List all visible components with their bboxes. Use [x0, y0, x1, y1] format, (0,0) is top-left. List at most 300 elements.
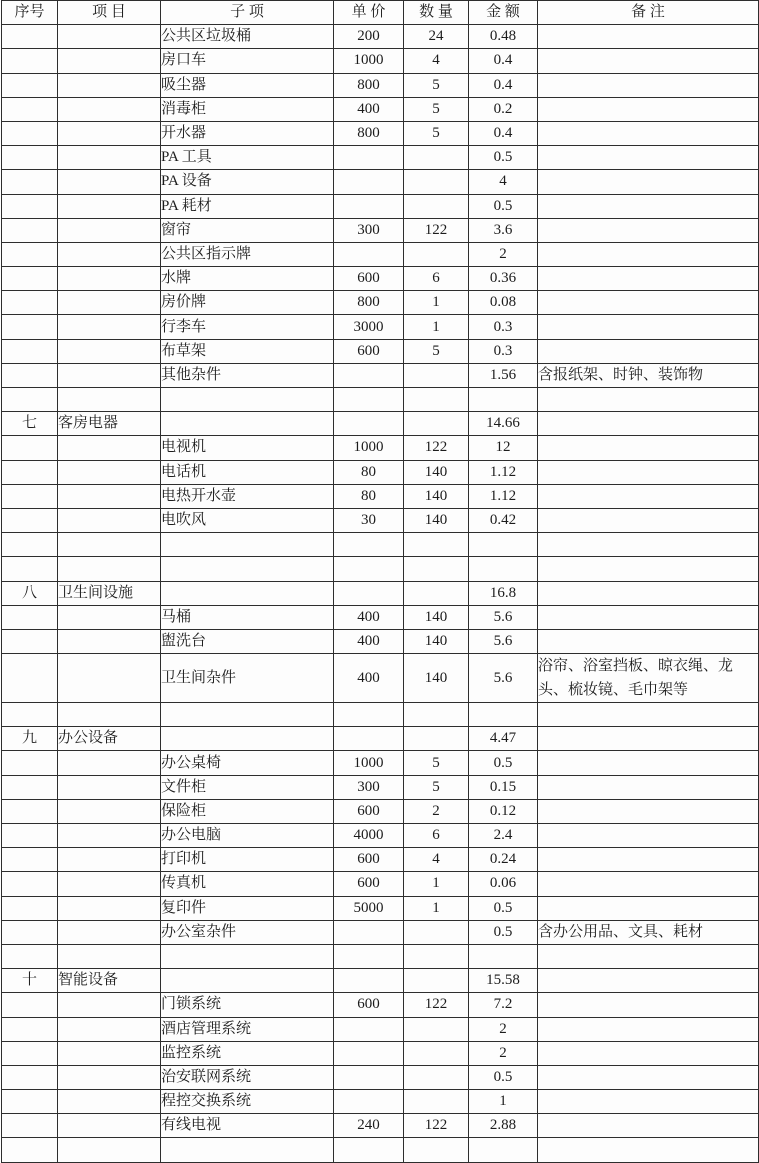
cell-item — [58, 944, 161, 968]
table-row — [2, 146, 759, 170]
cell-unit-price — [334, 557, 404, 581]
cell-no — [2, 629, 58, 653]
table-row — [2, 1114, 759, 1138]
cell-remarks — [538, 267, 759, 291]
cell-no — [2, 605, 58, 629]
cell-amount: 1.12 — [469, 484, 538, 508]
cell-remarks — [538, 170, 759, 194]
cell-amount: 1.56 — [469, 363, 538, 387]
table-row — [2, 969, 759, 993]
cell-item — [58, 557, 161, 581]
cell-quantity: 5 — [404, 97, 469, 121]
cell-remarks — [538, 1017, 759, 1041]
cell-subitem: PA 耗材 — [161, 194, 334, 218]
cell-subitem: 行李车 — [161, 315, 334, 339]
cell-quantity: 4 — [404, 848, 469, 872]
cell-item — [58, 388, 161, 412]
cell-item — [58, 218, 161, 242]
cell-item — [58, 97, 161, 121]
cell-quantity — [404, 1090, 469, 1114]
table-row — [2, 363, 759, 387]
cell-unit-price: 30 — [334, 508, 404, 532]
table-row — [2, 654, 759, 703]
cell-no — [2, 654, 58, 703]
cell-remarks: 浴帘、浴室挡板、晾衣绳、龙头、梳妆镜、毛巾架等 — [538, 654, 759, 703]
cell-remarks — [538, 1114, 759, 1138]
col-header-quantity: 数 量 — [404, 1, 469, 25]
table-row — [2, 484, 759, 508]
table-row — [2, 242, 759, 266]
cell-remarks — [538, 629, 759, 653]
cell-amount: 15.58 — [469, 969, 538, 993]
cell-item — [58, 121, 161, 145]
cell-quantity — [404, 703, 469, 727]
cell-no: 七 — [2, 412, 58, 436]
cell-remarks — [538, 436, 759, 460]
cell-item — [58, 315, 161, 339]
cell-quantity — [404, 969, 469, 993]
cell-remarks — [538, 993, 759, 1017]
cell-subitem: 有线电视 — [161, 1114, 334, 1138]
cell-amount: 4 — [469, 170, 538, 194]
cell-amount: 0.06 — [469, 872, 538, 896]
cell-remarks — [538, 944, 759, 968]
cell-no — [2, 1090, 58, 1114]
cell-unit-price: 1000 — [334, 436, 404, 460]
table-row — [2, 703, 759, 727]
cell-subitem: 房口车 — [161, 49, 334, 73]
cell-item: 卫生间设施 — [58, 581, 161, 605]
table-row — [2, 1017, 759, 1041]
cell-subitem — [161, 533, 334, 557]
cell-quantity — [404, 363, 469, 387]
cell-quantity — [404, 557, 469, 581]
cell-remarks — [538, 242, 759, 266]
cell-amount: 1 — [469, 1090, 538, 1114]
cell-no: 十 — [2, 969, 58, 993]
cell-item — [58, 291, 161, 315]
table-row — [2, 605, 759, 629]
cell-unit-price: 600 — [334, 993, 404, 1017]
table-row — [2, 73, 759, 97]
cell-item — [58, 363, 161, 387]
cell-quantity — [404, 1041, 469, 1065]
cell-amount: 0.5 — [469, 146, 538, 170]
cell-quantity: 5 — [404, 339, 469, 363]
cell-remarks — [538, 121, 759, 145]
cell-amount: 0.4 — [469, 49, 538, 73]
col-header-no: 序号 — [2, 1, 58, 25]
cell-amount: 7.2 — [469, 993, 538, 1017]
cell-remarks — [538, 605, 759, 629]
cell-amount: 2 — [469, 1017, 538, 1041]
cell-quantity — [404, 533, 469, 557]
table-row — [2, 896, 759, 920]
cell-subitem: 办公桌椅 — [161, 751, 334, 775]
cell-no — [2, 339, 58, 363]
cell-item — [58, 703, 161, 727]
cell-no — [2, 484, 58, 508]
cell-remarks — [538, 775, 759, 799]
cell-remarks — [538, 49, 759, 73]
cell-unit-price: 300 — [334, 218, 404, 242]
cell-remarks — [538, 969, 759, 993]
cell-remarks — [538, 872, 759, 896]
cell-unit-price: 800 — [334, 291, 404, 315]
table-row — [2, 533, 759, 557]
table-row — [2, 727, 759, 751]
table-row — [2, 1090, 759, 1114]
cell-amount: 0.3 — [469, 315, 538, 339]
table-row — [2, 218, 759, 242]
cell-unit-price — [334, 194, 404, 218]
budget-table — [1, 0, 759, 1163]
cell-quantity — [404, 1017, 469, 1041]
cell-quantity — [404, 170, 469, 194]
cell-subitem: 盥洗台 — [161, 629, 334, 653]
cell-subitem: PA 设备 — [161, 170, 334, 194]
cell-unit-price: 5000 — [334, 896, 404, 920]
cell-quantity — [404, 1138, 469, 1162]
cell-quantity — [404, 242, 469, 266]
cell-subitem — [161, 581, 334, 605]
cell-subitem: 文件柜 — [161, 775, 334, 799]
cell-item — [58, 73, 161, 97]
cell-subitem: 治安联网系统 — [161, 1065, 334, 1089]
cell-amount: 2 — [469, 1041, 538, 1065]
table-row — [2, 436, 759, 460]
cell-subitem — [161, 388, 334, 412]
cell-subitem: 保险柜 — [161, 799, 334, 823]
cell-quantity: 122 — [404, 218, 469, 242]
cell-remarks — [538, 194, 759, 218]
cell-unit-price — [334, 388, 404, 412]
cell-no — [2, 194, 58, 218]
cell-subitem: 窗帘 — [161, 218, 334, 242]
cell-subitem: 程控交换系统 — [161, 1090, 334, 1114]
cell-unit-price: 600 — [334, 872, 404, 896]
cell-quantity: 122 — [404, 436, 469, 460]
cell-remarks — [538, 146, 759, 170]
cell-no: 九 — [2, 727, 58, 751]
cell-subitem — [161, 1138, 334, 1162]
cell-quantity: 140 — [404, 654, 469, 703]
cell-amount: 0.08 — [469, 291, 538, 315]
cell-unit-price: 400 — [334, 605, 404, 629]
cell-quantity: 2 — [404, 799, 469, 823]
cell-subitem: 布草架 — [161, 339, 334, 363]
cell-no — [2, 267, 58, 291]
cell-amount: 0.48 — [469, 25, 538, 49]
cell-quantity: 5 — [404, 775, 469, 799]
table-row — [2, 872, 759, 896]
cell-amount: 0.3 — [469, 339, 538, 363]
table-row — [2, 194, 759, 218]
cell-no — [2, 799, 58, 823]
table-row — [2, 291, 759, 315]
cell-remarks — [538, 315, 759, 339]
cell-amount — [469, 533, 538, 557]
cell-subitem: 消毒柜 — [161, 97, 334, 121]
table-row — [2, 267, 759, 291]
cell-amount: 1.12 — [469, 460, 538, 484]
cell-no — [2, 363, 58, 387]
col-header-subitem: 子 项 — [161, 1, 334, 25]
cell-remarks — [538, 896, 759, 920]
cell-subitem: 门锁系统 — [161, 993, 334, 1017]
cell-remarks — [538, 727, 759, 751]
cell-remarks — [538, 1138, 759, 1162]
cell-amount: 4.47 — [469, 727, 538, 751]
cell-item: 办公设备 — [58, 727, 161, 751]
cell-no — [2, 557, 58, 581]
cell-item: 智能设备 — [58, 969, 161, 993]
cell-no — [2, 291, 58, 315]
table-row — [2, 751, 759, 775]
cell-item — [58, 484, 161, 508]
cell-subitem: 公共区垃圾桶 — [161, 25, 334, 49]
cell-no — [2, 920, 58, 944]
cell-item — [58, 1138, 161, 1162]
cell-unit-price — [334, 581, 404, 605]
cell-remarks: 含办公用品、文具、耗材 — [538, 920, 759, 944]
cell-unit-price: 400 — [334, 654, 404, 703]
cell-item — [58, 1041, 161, 1065]
cell-subitem: 房价牌 — [161, 291, 334, 315]
cell-no — [2, 170, 58, 194]
cell-amount: 0.5 — [469, 194, 538, 218]
cell-amount: 0.15 — [469, 775, 538, 799]
cell-subitem — [161, 727, 334, 751]
cell-unit-price — [334, 1041, 404, 1065]
cell-item — [58, 848, 161, 872]
table-row — [2, 1065, 759, 1089]
cell-unit-price — [334, 146, 404, 170]
cell-no — [2, 775, 58, 799]
cell-quantity: 5 — [404, 73, 469, 97]
cell-no — [2, 218, 58, 242]
cell-quantity: 140 — [404, 629, 469, 653]
cell-quantity: 1 — [404, 315, 469, 339]
table-row — [2, 775, 759, 799]
table-header-row — [2, 1, 759, 25]
cell-unit-price: 300 — [334, 775, 404, 799]
cell-remarks — [538, 508, 759, 532]
cell-amount: 0.42 — [469, 508, 538, 532]
cell-item — [58, 993, 161, 1017]
cell-subitem: 监控系统 — [161, 1041, 334, 1065]
cell-unit-price: 80 — [334, 460, 404, 484]
cell-subitem: 复印件 — [161, 896, 334, 920]
cell-subitem — [161, 969, 334, 993]
cell-no — [2, 73, 58, 97]
cell-no — [2, 1017, 58, 1041]
table-row — [2, 799, 759, 823]
cell-no — [2, 146, 58, 170]
cell-item — [58, 654, 161, 703]
cell-remarks — [538, 848, 759, 872]
cell-remarks — [538, 824, 759, 848]
cell-remarks — [538, 218, 759, 242]
cell-item — [58, 436, 161, 460]
cell-no — [2, 315, 58, 339]
cell-amount — [469, 703, 538, 727]
cell-amount: 2.4 — [469, 824, 538, 848]
cell-quantity — [404, 920, 469, 944]
cell-no: 八 — [2, 581, 58, 605]
cell-no — [2, 703, 58, 727]
cell-item — [58, 1090, 161, 1114]
cell-unit-price: 600 — [334, 339, 404, 363]
cell-quantity: 140 — [404, 605, 469, 629]
cell-unit-price: 600 — [334, 848, 404, 872]
cell-no — [2, 1065, 58, 1089]
cell-remarks — [538, 339, 759, 363]
cell-unit-price — [334, 533, 404, 557]
table-row — [2, 339, 759, 363]
cell-item — [58, 49, 161, 73]
cell-item: 客房电器 — [58, 412, 161, 436]
cell-unit-price: 400 — [334, 97, 404, 121]
cell-no — [2, 848, 58, 872]
cell-subitem: 酒店管理系统 — [161, 1017, 334, 1041]
table-row — [2, 97, 759, 121]
cell-unit-price — [334, 412, 404, 436]
cell-remarks — [538, 799, 759, 823]
cell-quantity: 1 — [404, 896, 469, 920]
cell-item — [58, 799, 161, 823]
table-row — [2, 1041, 759, 1065]
cell-subitem: 其他杂件 — [161, 363, 334, 387]
cell-subitem: 电话机 — [161, 460, 334, 484]
cell-unit-price: 4000 — [334, 824, 404, 848]
cell-subitem: 电吹风 — [161, 508, 334, 532]
cell-amount: 2.88 — [469, 1114, 538, 1138]
cell-unit-price — [334, 969, 404, 993]
cell-remarks — [538, 412, 759, 436]
cell-unit-price: 200 — [334, 25, 404, 49]
table-row — [2, 49, 759, 73]
cell-remarks — [538, 388, 759, 412]
cell-remarks — [538, 1065, 759, 1089]
cell-remarks — [538, 25, 759, 49]
cell-quantity — [404, 146, 469, 170]
cell-unit-price — [334, 1138, 404, 1162]
cell-subitem: 马桶 — [161, 605, 334, 629]
cell-item — [58, 267, 161, 291]
cell-amount: 0.5 — [469, 920, 538, 944]
cell-quantity: 140 — [404, 460, 469, 484]
cell-item — [58, 629, 161, 653]
cell-unit-price: 240 — [334, 1114, 404, 1138]
cell-amount: 5.6 — [469, 605, 538, 629]
cell-unit-price — [334, 920, 404, 944]
cell-no — [2, 533, 58, 557]
cell-no — [2, 993, 58, 1017]
cell-quantity: 6 — [404, 267, 469, 291]
cell-amount: 0.4 — [469, 73, 538, 97]
cell-amount — [469, 1138, 538, 1162]
cell-no — [2, 460, 58, 484]
cell-quantity — [404, 727, 469, 751]
cell-no — [2, 121, 58, 145]
cell-unit-price: 800 — [334, 121, 404, 145]
cell-unit-price — [334, 703, 404, 727]
cell-unit-price — [334, 727, 404, 751]
cell-item — [58, 1114, 161, 1138]
cell-quantity: 140 — [404, 484, 469, 508]
cell-quantity — [404, 412, 469, 436]
cell-subitem: 电热开水壶 — [161, 484, 334, 508]
cell-unit-price — [334, 363, 404, 387]
table-row — [2, 508, 759, 532]
cell-amount: 14.66 — [469, 412, 538, 436]
cell-item — [58, 533, 161, 557]
budget-table-body — [2, 25, 759, 1162]
cell-unit-price — [334, 944, 404, 968]
cell-amount — [469, 944, 538, 968]
cell-unit-price — [334, 242, 404, 266]
cell-item — [58, 605, 161, 629]
cell-no — [2, 944, 58, 968]
table-row — [2, 581, 759, 605]
cell-subitem — [161, 703, 334, 727]
col-header-remarks: 备 注 — [538, 1, 759, 25]
cell-no — [2, 25, 58, 49]
cell-subitem: 办公室杂件 — [161, 920, 334, 944]
cell-quantity: 4 — [404, 49, 469, 73]
cell-remarks — [538, 460, 759, 484]
cell-no — [2, 97, 58, 121]
table-row — [2, 25, 759, 49]
cell-no — [2, 1114, 58, 1138]
cell-subitem: 公共区指示牌 — [161, 242, 334, 266]
cell-no — [2, 824, 58, 848]
table-row — [2, 993, 759, 1017]
table-row — [2, 315, 759, 339]
cell-item — [58, 896, 161, 920]
cell-item — [58, 751, 161, 775]
cell-remarks — [538, 291, 759, 315]
table-row — [2, 388, 759, 412]
cell-unit-price — [334, 1065, 404, 1089]
cell-amount: 0.5 — [469, 751, 538, 775]
table-row — [2, 944, 759, 968]
cell-item — [58, 194, 161, 218]
cell-quantity: 5 — [404, 751, 469, 775]
cell-remarks — [538, 557, 759, 581]
cell-quantity — [404, 1065, 469, 1089]
col-header-item: 项 目 — [58, 1, 161, 25]
cell-subitem: 电视机 — [161, 436, 334, 460]
cell-remarks — [538, 1041, 759, 1065]
cell-amount: 5.6 — [469, 654, 538, 703]
table-row — [2, 170, 759, 194]
cell-amount: 12 — [469, 436, 538, 460]
table-row — [2, 1138, 759, 1162]
cell-quantity — [404, 388, 469, 412]
cell-unit-price: 600 — [334, 799, 404, 823]
table-row — [2, 460, 759, 484]
cell-quantity: 5 — [404, 121, 469, 145]
cell-quantity — [404, 581, 469, 605]
cell-subitem: 开水器 — [161, 121, 334, 145]
table-row — [2, 412, 759, 436]
cell-subitem: 办公电脑 — [161, 824, 334, 848]
cell-subitem — [161, 412, 334, 436]
cell-unit-price — [334, 170, 404, 194]
cell-remarks — [538, 703, 759, 727]
